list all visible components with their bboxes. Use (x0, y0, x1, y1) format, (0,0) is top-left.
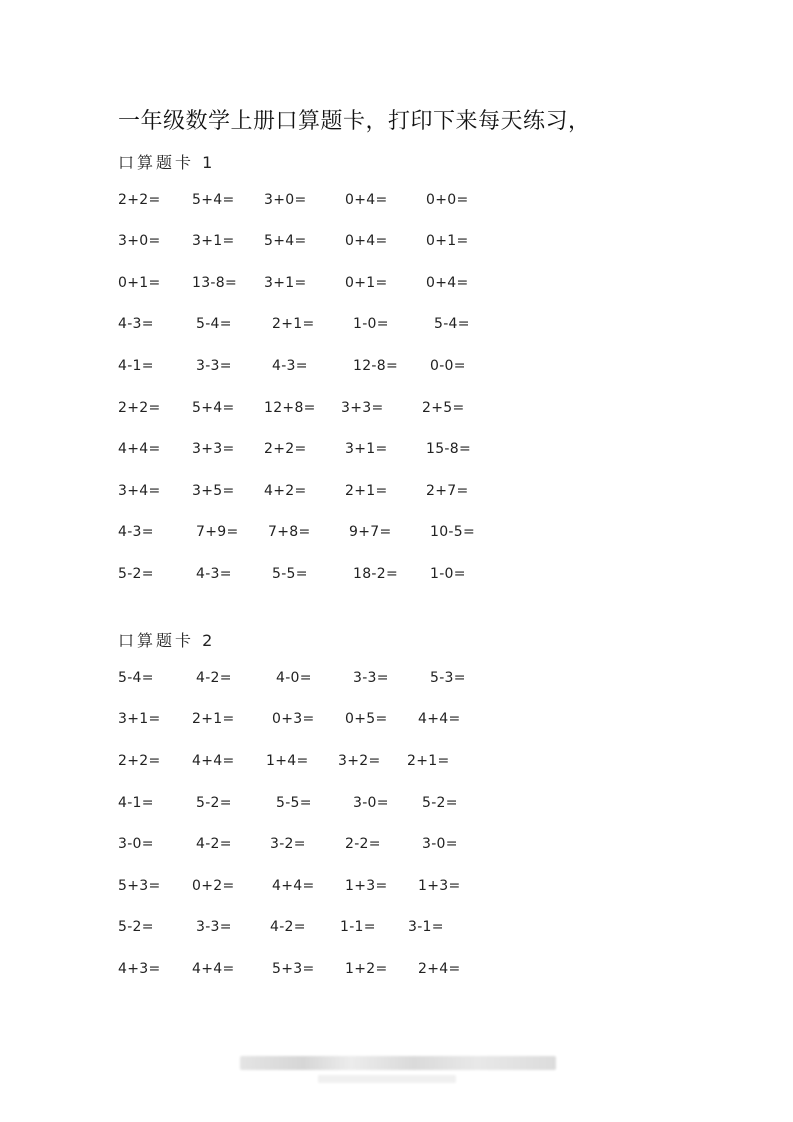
arithmetic-problem: 3-1= (408, 919, 444, 935)
arithmetic-problem: 5-5= (272, 566, 308, 582)
arithmetic-problem: 3-0= (118, 836, 154, 852)
arithmetic-problem: 5-4= (118, 670, 154, 686)
arithmetic-problem: 3+1= (345, 441, 388, 457)
arithmetic-problem: 13-8= (192, 275, 238, 291)
arithmetic-problem: 4-3= (118, 316, 154, 332)
arithmetic-problem: 2+1= (272, 316, 315, 332)
arithmetic-problem: 5-4= (434, 316, 470, 332)
arithmetic-problem: 1+3= (418, 878, 461, 894)
arithmetic-problem: 4-3= (272, 358, 308, 374)
arithmetic-problem: 0+4= (345, 233, 388, 249)
arithmetic-problem: 18-2= (353, 566, 399, 582)
card-2-heading: 口算题卡 2 (118, 631, 216, 650)
arithmetic-problem: 3+0= (118, 233, 161, 249)
arithmetic-problem: 2-2= (345, 836, 381, 852)
arithmetic-problem: 3+0= (264, 192, 307, 208)
arithmetic-problem: 12+8= (264, 400, 316, 416)
arithmetic-problem: 5+3= (272, 961, 315, 977)
arithmetic-problem: 0+3= (272, 711, 315, 727)
arithmetic-problem: 4+2= (264, 483, 307, 499)
arithmetic-problem: 1+3= (345, 878, 388, 894)
arithmetic-problem: 3+3= (341, 400, 384, 416)
arithmetic-problem: 5+4= (264, 233, 307, 249)
arithmetic-problem: 4-3= (196, 566, 232, 582)
arithmetic-problem: 3+1= (264, 275, 307, 291)
arithmetic-problem: 9+7= (349, 524, 392, 540)
arithmetic-problem: 1+4= (266, 753, 309, 769)
arithmetic-problem: 4-2= (270, 919, 306, 935)
arithmetic-problem: 5-2= (196, 795, 232, 811)
blurred-footer-sub (318, 1075, 456, 1083)
arithmetic-problem: 1-0= (353, 316, 389, 332)
arithmetic-problem: 5-5= (276, 795, 312, 811)
arithmetic-problem: 2+5= (422, 400, 465, 416)
arithmetic-problem: 2+2= (264, 441, 307, 457)
arithmetic-problem: 5-2= (118, 566, 154, 582)
arithmetic-problem: 2+2= (118, 192, 161, 208)
arithmetic-problem: 3+5= (192, 483, 235, 499)
arithmetic-problem: 7+8= (268, 524, 311, 540)
arithmetic-problem: 3-0= (422, 836, 458, 852)
arithmetic-problem: 0+4= (345, 192, 388, 208)
arithmetic-problem: 4+4= (118, 441, 161, 457)
arithmetic-problem: 4+4= (192, 961, 235, 977)
arithmetic-problem: 4+4= (192, 753, 235, 769)
arithmetic-problem: 7+9= (196, 524, 239, 540)
arithmetic-problem: 12-8= (353, 358, 399, 374)
arithmetic-problem: 5-2= (118, 919, 154, 935)
arithmetic-problem: 10-5= (430, 524, 476, 540)
arithmetic-problem: 4-0= (276, 670, 312, 686)
arithmetic-problem: 4+4= (418, 711, 461, 727)
arithmetic-problem: 15-8= (426, 441, 472, 457)
arithmetic-problem: 3-2= (270, 836, 306, 852)
arithmetic-problem: 2+7= (426, 483, 469, 499)
arithmetic-problem: 4-1= (118, 358, 154, 374)
arithmetic-problem: 5+4= (192, 192, 235, 208)
arithmetic-problem: 3+3= (192, 441, 235, 457)
arithmetic-problem: 0+1= (345, 275, 388, 291)
arithmetic-problem: 5-4= (196, 316, 232, 332)
arithmetic-problem: 3+1= (192, 233, 235, 249)
blurred-footer (240, 1056, 556, 1070)
arithmetic-problem: 3+2= (338, 753, 381, 769)
arithmetic-problem: 1-0= (430, 566, 466, 582)
arithmetic-problem: 2+1= (407, 753, 450, 769)
arithmetic-problem: 5-3= (430, 670, 466, 686)
arithmetic-problem: 4-1= (118, 795, 154, 811)
arithmetic-problem: 3-3= (196, 919, 232, 935)
arithmetic-problem: 0+0= (426, 192, 469, 208)
arithmetic-problem: 1+2= (345, 961, 388, 977)
arithmetic-problem: 0+1= (118, 275, 161, 291)
arithmetic-problem: 2+2= (118, 400, 161, 416)
arithmetic-problem: 4-2= (196, 670, 232, 686)
arithmetic-problem: 4+4= (272, 878, 315, 894)
arithmetic-problem: 0+2= (192, 878, 235, 894)
arithmetic-problem: 3-0= (353, 795, 389, 811)
arithmetic-problem: 2+4= (418, 961, 461, 977)
arithmetic-problem: 4+3= (118, 961, 161, 977)
arithmetic-problem: 2+1= (192, 711, 235, 727)
arithmetic-problem: 5+4= (192, 400, 235, 416)
arithmetic-problem: 0-0= (430, 358, 466, 374)
arithmetic-problem: 2+2= (118, 753, 161, 769)
card-1-heading: 口算题卡 1 (118, 153, 216, 172)
arithmetic-problem: 1-1= (340, 919, 376, 935)
arithmetic-problem: 2+1= (345, 483, 388, 499)
arithmetic-problem: 3-3= (196, 358, 232, 374)
arithmetic-problem: 4-2= (196, 836, 232, 852)
arithmetic-problem: 0+1= (426, 233, 469, 249)
arithmetic-problem: 0+4= (426, 275, 469, 291)
arithmetic-problem: 5+3= (118, 878, 161, 894)
page-title: 一年级数学上册口算题卡，打印下来每天练习， (118, 109, 591, 134)
arithmetic-problem: 3+1= (118, 711, 161, 727)
arithmetic-problem: 3-3= (353, 670, 389, 686)
arithmetic-problem: 0+5= (345, 711, 388, 727)
arithmetic-problem: 4-3= (118, 524, 154, 540)
arithmetic-problem: 5-2= (422, 795, 458, 811)
arithmetic-problem: 3+4= (118, 483, 161, 499)
